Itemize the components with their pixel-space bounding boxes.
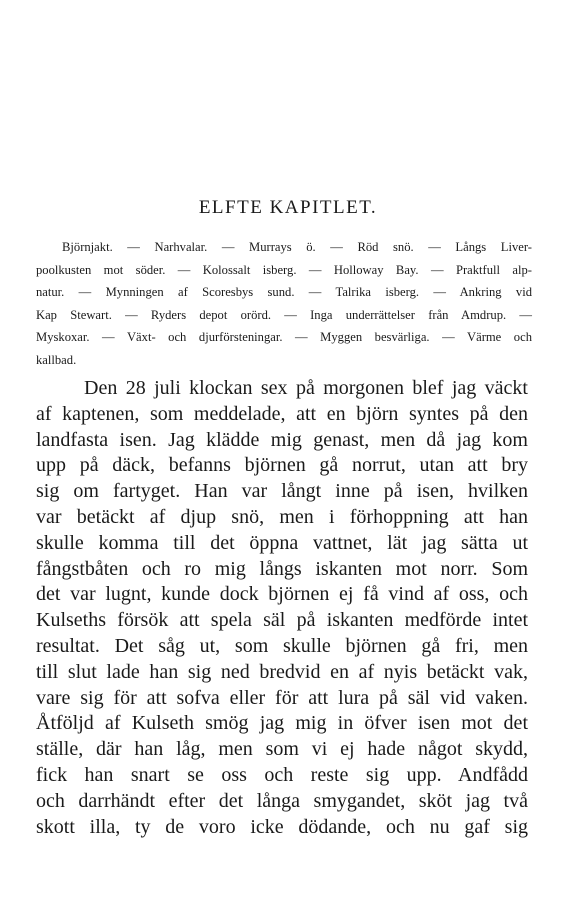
chapter-summary: [36, 236, 532, 372]
body-line: ställe, där han låg, men som vi ej hade något skydd,: [36, 738, 528, 761]
chapter-title: ELFTE KAPITLET.: [198, 197, 378, 218]
body-paragraph: [36, 376, 528, 840]
body-line: fick han snart se oss och reste sig upp. Andfådd: [36, 763, 528, 786]
body-line: fångstbåten och ro mig långs iskanten mot norr. Som: [36, 557, 528, 580]
summary-line: Myskoxar. — Växt- och djurförsteningar. — Myggen besvärliga. — Värme och: [36, 330, 532, 345]
body-line: Kulseths försök att spela säl på iskanten medförde intet: [36, 609, 528, 632]
summary-line: natur. — Mynningen af Scoresbys sund. — Talrika isberg. — Ankring vid: [36, 285, 532, 300]
body-line: Den 28 juli klockan sex på morgonen blef jag väckt: [84, 377, 528, 399]
summary-line: poolkusten mot söder. — Kolossalt isberg. — Holloway Bay. — Praktfull alp-: [36, 262, 532, 277]
body-line: upp på däck, befanns björnen gå norrut, utan att bry: [36, 454, 528, 477]
body-line: var betäckt af djup snö, men i förhoppning att han: [36, 505, 528, 528]
summary-line: Björnjakt. — Narhvalar. — Murrays ö. — Röd snö. — Långs Liver-: [62, 240, 532, 254]
body-line: resultat. Det såg ut, som skulle björnen gå fri, men: [36, 634, 528, 657]
summary-line: kallbad.: [36, 352, 77, 367]
body-line: af kaptenen, som meddelade, att en björn syntes på den: [36, 402, 528, 425]
body-line: Åtföljd af Kulseth smög jag mig in öfver isen mot det: [36, 712, 528, 735]
body-line: vare sig för att sofva eller för att lura på säl vid vaken.: [36, 686, 528, 709]
body-line: sig om fartyget. Han var långt inne på isen, hvilken: [36, 480, 528, 503]
body-line: till slut lade han sig ned bredvid en af nyis betäckt vak,: [36, 660, 528, 683]
body-line: det var lugnt, kunde dock björnen ej få vind af oss, och: [36, 583, 528, 606]
body-line: landfasta isen. Jag klädde mig genast, men då jag kom: [36, 428, 528, 451]
body-line: skott illa, ty de voro icke dödande, och nu gaf sig: [36, 815, 528, 838]
body-line: och darrhändt efter det långa smygandet, sköt jag två: [36, 789, 528, 812]
summary-line: Kap Stewart. — Ryders depot orörd. — Inga underrättelser från Amdrup. —: [36, 307, 532, 322]
body-line: skulle komma till det öppna vattnet, lät jag sätta ut: [36, 531, 528, 554]
